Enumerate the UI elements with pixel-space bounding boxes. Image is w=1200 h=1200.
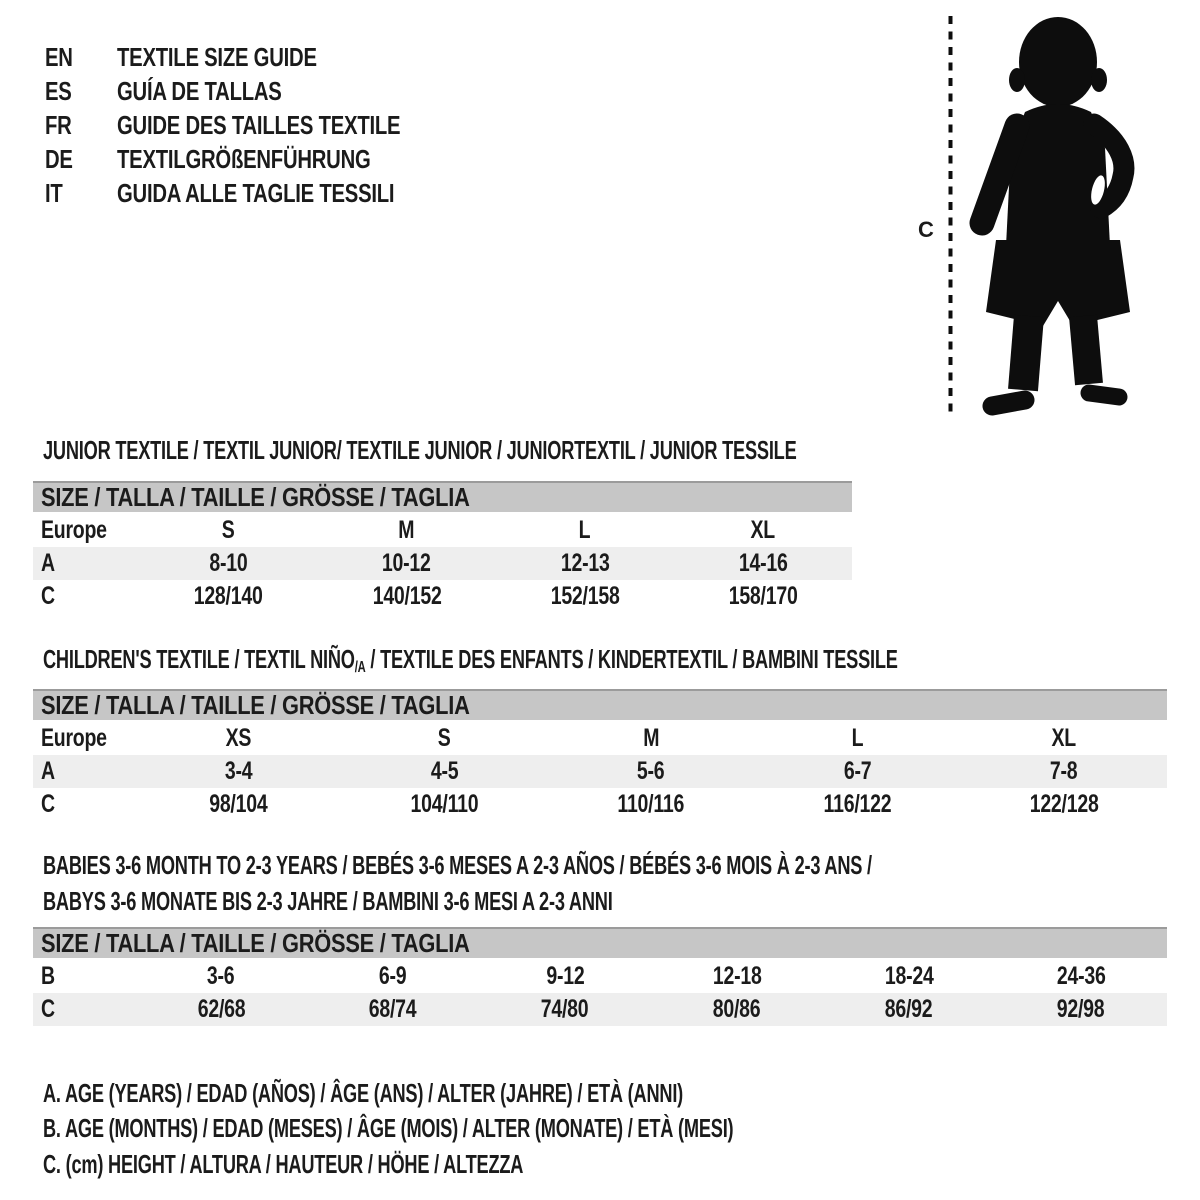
row-label: C [41,995,55,1023]
row-label: A [41,757,55,785]
children-section-title [43,642,1200,686]
language-code: DE [45,144,73,174]
height-value: 92/98 [1057,995,1105,1023]
language-line-en [45,40,480,74]
size-value: XL [1051,724,1076,752]
table-row-height [33,788,1167,821]
language-code: ES [45,76,72,106]
size-value: S [438,724,451,752]
children-title-suffix: / TEXTILE DES ENFANTS / KINDERTEXTIL / BAMBINI TESSILE [365,644,898,674]
table-row-europe [33,514,852,547]
height-value: 68/74 [369,995,417,1023]
junior-section-title-text: JUNIOR TEXTILE / TEXTIL JUNIOR/ TEXTILE JUNIOR / JUNIORTEXTIL / JUNIOR TESSILE [43,435,797,465]
legend-line-c: C. (cm) HEIGHT / ALTURA / HAUTEUR / HÖHE / ALTEZZA [43,1148,524,1179]
guide-title-fr: GUIDE DES TAILLES TEXTILE [117,110,401,140]
age-value: 5-6 [637,757,665,785]
age-months-value: 6-9 [379,962,407,990]
row-label: Europe [41,724,107,752]
guide-title-de: TEXTILGRÖßENFÜHRUNG [117,144,371,174]
measure-legend [43,1076,1029,1182]
size-value: XS [225,724,252,752]
age-value: 7-8 [1049,757,1078,785]
table-row-europe [33,722,1167,755]
height-measure-label: C [918,217,934,242]
guide-title-it: GUIDA ALLE TAGLIE TESSILI [117,178,395,208]
size-value: XL [750,516,776,544]
age-months-value: 18-24 [884,962,934,990]
size-value: L [851,724,864,752]
height-value: 152/158 [550,582,620,610]
height-value: 104/110 [410,790,479,818]
size-header-label: SIZE / TALLA / TAILLE / GRÖSSE / TAGLIA [41,690,470,720]
guide-title-es: GUÍA DE TALLAS [117,76,282,106]
junior-section-title [43,433,1119,469]
age-value: 3-4 [224,757,252,785]
language-code: FR [45,110,72,140]
children-size-table [33,689,1167,821]
size-value: L [578,516,591,544]
size-header-label: SIZE / TALLA / TAILLE / GRÖSSE / TAGLIA [41,482,470,512]
height-value: 80/86 [713,995,761,1023]
height-value: 116/122 [823,790,892,818]
size-value: S [222,516,235,544]
age-value: 4-5 [430,757,459,785]
size-header-label: SIZE / TALLA / TAILLE / GRÖSSE / TAGLIA [41,928,470,958]
age-months-value: 12-18 [712,962,762,990]
height-value: 98/104 [209,790,268,818]
row-label: A [41,549,55,577]
height-value: 86/92 [885,995,933,1023]
table-row-age [33,547,852,580]
height-value: 128/140 [194,582,263,610]
age-months-value: 24-36 [1056,962,1106,990]
age-months-value: 9-12 [545,962,585,990]
height-value: 158/170 [728,582,798,610]
age-value: 8-10 [209,549,248,577]
size-header-band [33,927,1167,958]
language-code: IT [45,178,63,208]
age-value: 10-12 [382,549,432,577]
legend-line-a: A. AGE (YEARS) / EDAD (AÑOS) / ÂGE (ANS) / ALTER (JAHRE) / ETÀ (ANNI) [43,1078,684,1108]
row-label: B [41,962,55,990]
language-header [45,40,480,210]
age-value: 14-16 [738,549,788,577]
language-line-fr [45,108,480,142]
children-section-title-text [43,642,898,686]
size-value: M [642,724,659,752]
row-label: C [41,582,55,610]
language-line-es [45,74,480,108]
height-value: 122/128 [1029,790,1099,818]
language-line-de [45,142,480,176]
language-line-it [45,176,480,210]
row-label: C [41,790,55,818]
height-value: 74/80 [541,995,589,1023]
legend-line-b: B. AGE (MONTHS) / EDAD (MESES) / ÂGE (MOIS) / ALTER (MONATE) / ETÀ (MESI) [43,1113,734,1144]
guide-title-en: TEXTILE SIZE GUIDE [117,42,317,72]
table-row-age [33,755,1167,788]
size-header-band [33,481,852,512]
baby-silhouette-shape [982,17,1130,406]
age-months-value: 3-6 [207,962,235,990]
table-row-age-months [33,960,1167,993]
children-title-subscript: /A [354,659,366,676]
babies-title-line2: BABYS 3-6 MONATE BIS 2-3 JAHRE / BAMBINI 3-6 MESI A 2-3 ANNI [43,885,613,916]
babies-section-title [43,848,1200,919]
height-value: 110/116 [617,790,685,818]
row-label: Europe [41,516,107,544]
table-row-height [33,580,852,613]
children-title-prefix: CHILDREN'S TEXTILE / TEXTIL NIÑO [43,644,355,674]
size-header-band [33,689,1167,720]
table-row-height [33,993,1167,1026]
babies-title-line1: BABIES 3-6 MONTH TO 2-3 YEARS / BEBÉS 3-6 MESES A 2-3 AÑOS / BÉBÉS 3-6 MOIS À 2-3 ANS / [43,850,872,880]
age-value: 12-13 [560,549,610,577]
junior-size-table [33,481,852,613]
size-value: M [398,516,415,544]
language-code: EN [45,42,73,72]
height-value: 62/68 [197,995,245,1023]
babies-size-table [33,927,1167,1026]
age-value: 6-7 [843,757,872,785]
height-value: 140/152 [372,582,442,610]
